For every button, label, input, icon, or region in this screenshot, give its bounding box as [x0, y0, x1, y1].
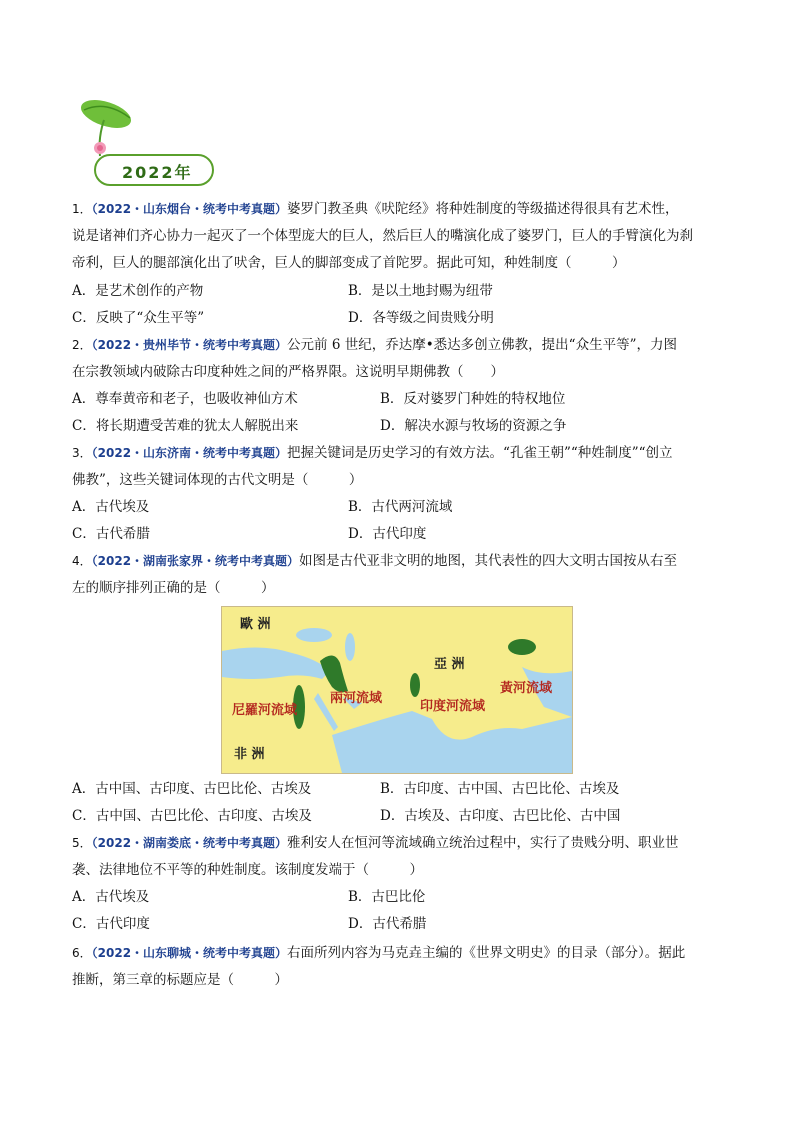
option-a: A．古中国、古印度、古巴比伦、古埃及 — [72, 781, 312, 797]
question-4 — [72, 548, 724, 602]
question-1 — [72, 196, 724, 277]
question-line: 说是诸神们齐心协力一起灭了一个体型庞大的巨人，然后巨人的嘴演化成了婆罗门，巨人的手臂演化为刹 — [72, 228, 693, 244]
question-2 — [72, 332, 724, 386]
option-b: B．古印度、古中国、古巴比伦、古埃及 — [380, 781, 620, 797]
option-d: D．各等级之间贵贱分明 — [348, 310, 494, 326]
map-label-indus: 印度河流域 — [420, 699, 486, 714]
option-c: C．古中国、古巴比伦、古印度、古埃及 — [72, 808, 312, 824]
option-c: C．将长期遭受苦难的犹太人解脱出来 — [72, 418, 299, 434]
question-line: 帝利，巨人的腿部演化出了吠舍，巨人的脚部变成了首陀罗。据此可知，种姓制度（ ） — [72, 255, 626, 271]
map-label-nile: 尼羅河流域 — [232, 703, 298, 718]
map-label-asia: 亞 洲 — [434, 657, 465, 672]
question-line: 在宗教领域内破除古印度种姓之间的严格界限。这说明早期佛教（ ） — [72, 364, 504, 380]
year-badge — [78, 98, 218, 190]
question-line: 右面所列内容为马克垚主编的《世界文明史》的目录（部分）。据此 — [287, 945, 686, 961]
option-d: D．古代印度 — [348, 526, 427, 542]
question-line: 把握关键词是历史学习的有效方法。“孔雀王朝”“种姓制度”“创立 — [287, 445, 673, 461]
question-source: （2022・山东聊城・统考中考真题） — [91, 946, 288, 960]
option-a: A．是艺术创作的产物 — [72, 283, 204, 299]
map-label-yellow-river: 黃河流域 — [500, 681, 553, 696]
yellow-river-region — [508, 639, 536, 655]
black-sea — [296, 628, 332, 642]
option-b: B．是以土地封赐为纽带 — [348, 283, 493, 299]
question-number: 2． — [72, 338, 92, 352]
option-c: C．古代印度 — [72, 916, 150, 932]
question-number: 1． — [72, 202, 92, 216]
option-d: D．古代希腊 — [348, 916, 427, 932]
question-line: 公元前 6 世纪，乔达摩•悉达多创立佛教，提出“众生平等”，力图 — [287, 337, 677, 353]
question-line: 佛教”，这些关键词体现的古代文明是（ ） — [72, 472, 363, 488]
option-b: B．古巴比伦 — [348, 889, 426, 905]
option-b: B．反对婆罗门种姓的特权地位 — [380, 391, 566, 407]
option-a: A．尊奉黄帝和老子，也吸收神仙方术 — [72, 391, 298, 407]
year-pill — [94, 154, 214, 186]
question-line: 推断，第三章的标题应是（ ） — [72, 972, 288, 988]
question-line: 袭、法律地位不平等的种姓制度。该制度发端于（ ） — [72, 862, 423, 878]
map-label-mesopotamia: 兩河流域 — [330, 691, 383, 706]
option-d: D．古埃及、古印度、古巴比伦、古中国 — [380, 808, 621, 824]
option-c: C．反映了“众生平等” — [72, 310, 205, 326]
question-line: 左的顺序排列正确的是（ ） — [72, 580, 275, 596]
question-source: （2022・贵州毕节・统考中考真题） — [91, 338, 288, 352]
option-b: B．古代两河流域 — [348, 499, 453, 515]
question-line: 婆罗门教圣典《吠陀经》将种姓制度的等级描述得很具有艺术性， — [287, 201, 679, 217]
question-6 — [72, 940, 724, 994]
map-label-africa: 非 洲 — [234, 747, 265, 762]
question-source: （2022・山东烟台・统考中考真题） — [91, 202, 288, 216]
question-source: （2022・湖南娄底・统考中考真题） — [91, 836, 288, 850]
indus-region — [410, 673, 420, 697]
question-number: 4． — [72, 554, 92, 568]
question-source: （2022・湖南张家界・统考中考真题） — [91, 554, 300, 568]
year-label: 2022年 — [122, 163, 193, 182]
option-c: C．古代希腊 — [72, 526, 150, 542]
option-a: A．古代埃及 — [72, 889, 150, 905]
question-number: 6． — [72, 946, 92, 960]
option-d: D．解决水源与牧场的资源之争 — [380, 418, 567, 434]
question-5 — [72, 830, 724, 884]
ancient-civilizations-map — [221, 606, 573, 774]
option-a: A．古代埃及 — [72, 499, 150, 515]
question-number: 3． — [72, 446, 92, 460]
question-number: 5． — [72, 836, 92, 850]
question-line: 雅利安人在恒河等流域确立统治过程中，实行了贵贱分明、职业世 — [287, 835, 679, 851]
question-source: （2022・山东济南・统考中考真题） — [91, 446, 288, 460]
caspian-sea — [345, 633, 355, 661]
question-3 — [72, 440, 724, 494]
question-line: 如图是古代亚非文明的地图，其代表性的四大文明古国按从右至 — [299, 553, 678, 569]
map-label-europe: 歐 洲 — [240, 617, 271, 632]
